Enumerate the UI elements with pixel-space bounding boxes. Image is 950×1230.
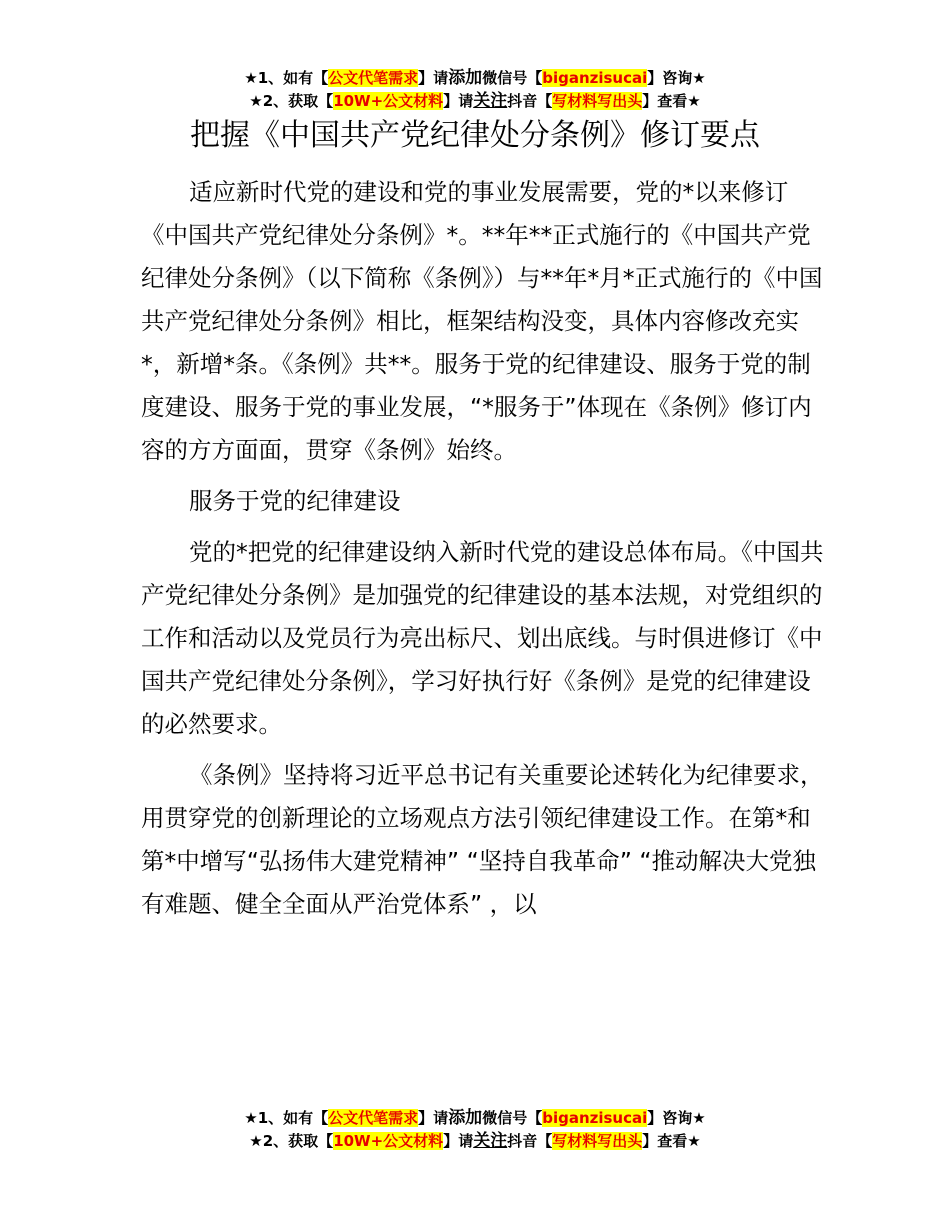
star-icon: ★	[687, 92, 701, 110]
promo-text: 微信号【	[482, 69, 543, 87]
section-heading: 服务于党的纪律建设	[189, 487, 401, 515]
promo-highlight: 公文代笔需求	[328, 1109, 419, 1127]
promo-highlight: 10W+公文材料	[333, 92, 444, 110]
star-icon: ★	[687, 1132, 701, 1150]
star-icon: ★	[692, 1109, 706, 1127]
promo-text: 1、如有【	[257, 69, 329, 87]
promo-text: 】请	[443, 92, 474, 110]
promo-text: 】查看	[642, 92, 688, 110]
document-title: 把握《中国共产党纪律处分条例》修订要点	[190, 118, 760, 153]
star-icon: ★	[249, 1132, 263, 1150]
document-body	[141, 171, 831, 926]
star-icon: ★	[692, 69, 706, 87]
body-paragraph: 《条例》坚持将习近平总书记有关重要论述转化为纪律要求，用贯穿党的创新理论的立场观点方法引领纪律建设工作。在第*和第*中增写“弘扬伟大建党精神” “坚持自我革命” “推动解决大党独有难题、健全全面从严治党体系” ，以	[141, 761, 824, 918]
promo-line-1	[0, 67, 950, 90]
promo-highlight: biganzisucai	[542, 69, 648, 87]
promo-text: 抖音【	[507, 92, 553, 110]
promo-text: 】请	[418, 69, 449, 87]
promo-text: 】请	[418, 1109, 449, 1127]
promo-highlight: 写材料写出头	[552, 1132, 643, 1150]
promo-highlight: biganzisucai	[542, 1109, 648, 1127]
star-icon: ★	[244, 1109, 258, 1127]
header-promo-banner	[0, 67, 950, 113]
promo-emphasis: 关注	[473, 1131, 508, 1151]
promo-highlight: 写材料写出头	[552, 92, 643, 110]
promo-emphasis: 添加	[448, 68, 483, 88]
promo-emphasis: 关注	[473, 91, 508, 111]
promo-text: 】查看	[642, 1132, 688, 1150]
promo-line-2	[0, 1130, 950, 1153]
promo-text: 】咨询	[647, 1109, 693, 1127]
promo-text: 微信号【	[482, 1109, 543, 1127]
promo-highlight: 10W+公文材料	[333, 1132, 444, 1150]
star-icon: ★	[249, 92, 263, 110]
footer-promo-banner	[0, 1107, 950, 1153]
body-paragraph: 党的*把党的纪律建设纳入新时代党的建设总体布局。《中国共产党纪律处分条例》是加强党的纪律建设的基本法规，对党组织的工作和活动以及党员行为亮出标尺、划出底线。与时俱进修订《中国共产党纪律处分条例》，学习好执行好《条例》是党的纪律建设的必然要求。	[141, 538, 824, 738]
promo-line-2	[0, 90, 950, 113]
promo-line-1	[0, 1107, 950, 1130]
star-icon: ★	[244, 69, 258, 87]
promo-text: 2、获取【	[262, 1132, 334, 1150]
promo-text: 】咨询	[647, 69, 693, 87]
promo-emphasis: 添加	[448, 1108, 483, 1128]
body-paragraph: 适应新时代党的建设和党的事业发展需要，党的*以来修订《中国共产党纪律处分条例》*。**年**正式施行的《中国共产党纪律处分条例》（以下简称《条例》）与**年*月*正式施行的《中国共产党纪律处分条例》相比，框架结构没变，具体内容修改充实*，新增*条。《条例》共**。服务于党的纪律建设、服务于党的制度建设、服务于党的事业发展，“*服务于”体现在《条例》修订内容的方方面面，贯穿《条例》始终。	[141, 178, 823, 464]
promo-highlight: 公文代笔需求	[328, 69, 419, 87]
promo-text: 2、获取【	[262, 92, 334, 110]
promo-text: 1、如有【	[257, 1109, 329, 1127]
promo-text: 】请	[443, 1132, 474, 1150]
promo-text: 抖音【	[507, 1132, 553, 1150]
